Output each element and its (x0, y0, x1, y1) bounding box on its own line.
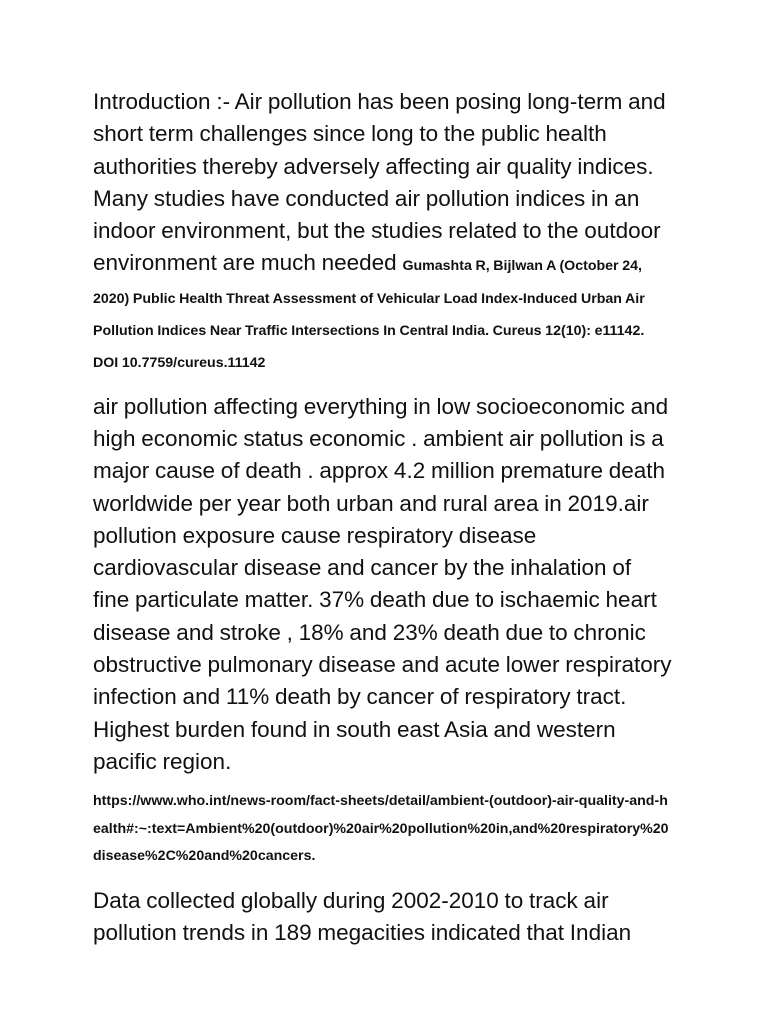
pollution-paragraph: air pollution affecting everything in low socioeconomic and high economic status economic . ambient air pollution is a major cause of death . approx 4.2 million premature death worldwide per year both urban and rural area in 2019.air pollution exposure cause respiratory disease cardiovascular disease and cancer by the inhalation of fine particulate matter. 37% death due to ischaemic heart disease and stroke , 18% and 23% death due to chronic obstructive pulmonary disease and acute lower respiratory infection and 11% death by cancer of respiratory tract. Highest burden found in south east Asia and western pacific region. (93, 393, 672, 774)
document-page (93, 86, 673, 949)
intro-paragraph (93, 86, 673, 377)
megacities-paragraph: Data collected globally during 2002-2010 to track air pollution trends in 189 megacities indicated that Indian (93, 887, 632, 946)
intro-citation: Gumashta R, Bijlwan A (October 24, 2020) Public Health Threat Assessment of Vehicular Load Index-Induced Urban Air Pollution Indices Near Traffic Intersections In Central India. Cureus 12(10): e11142. DOI 10.7759/cureus.11142 (93, 258, 645, 372)
who-reference-link: https://www.who.int/news-room/fact-sheets/detail/ambient-(outdoor)-air-quality-and-health#:~:text=Ambient%20(outdoor)%20air%20pollution%20in,and%20respiratory%20disease%2C%20and%20cancers. (93, 793, 669, 865)
intro-text: Introduction :- Air pollution has been posing long-term and short term challenges since long to the public health authorities thereby adversely affecting air quality indices. Many studies have conducted air pollution indices in an indoor environment, but the studies related to the outdoor environment are much needed (93, 89, 666, 276)
